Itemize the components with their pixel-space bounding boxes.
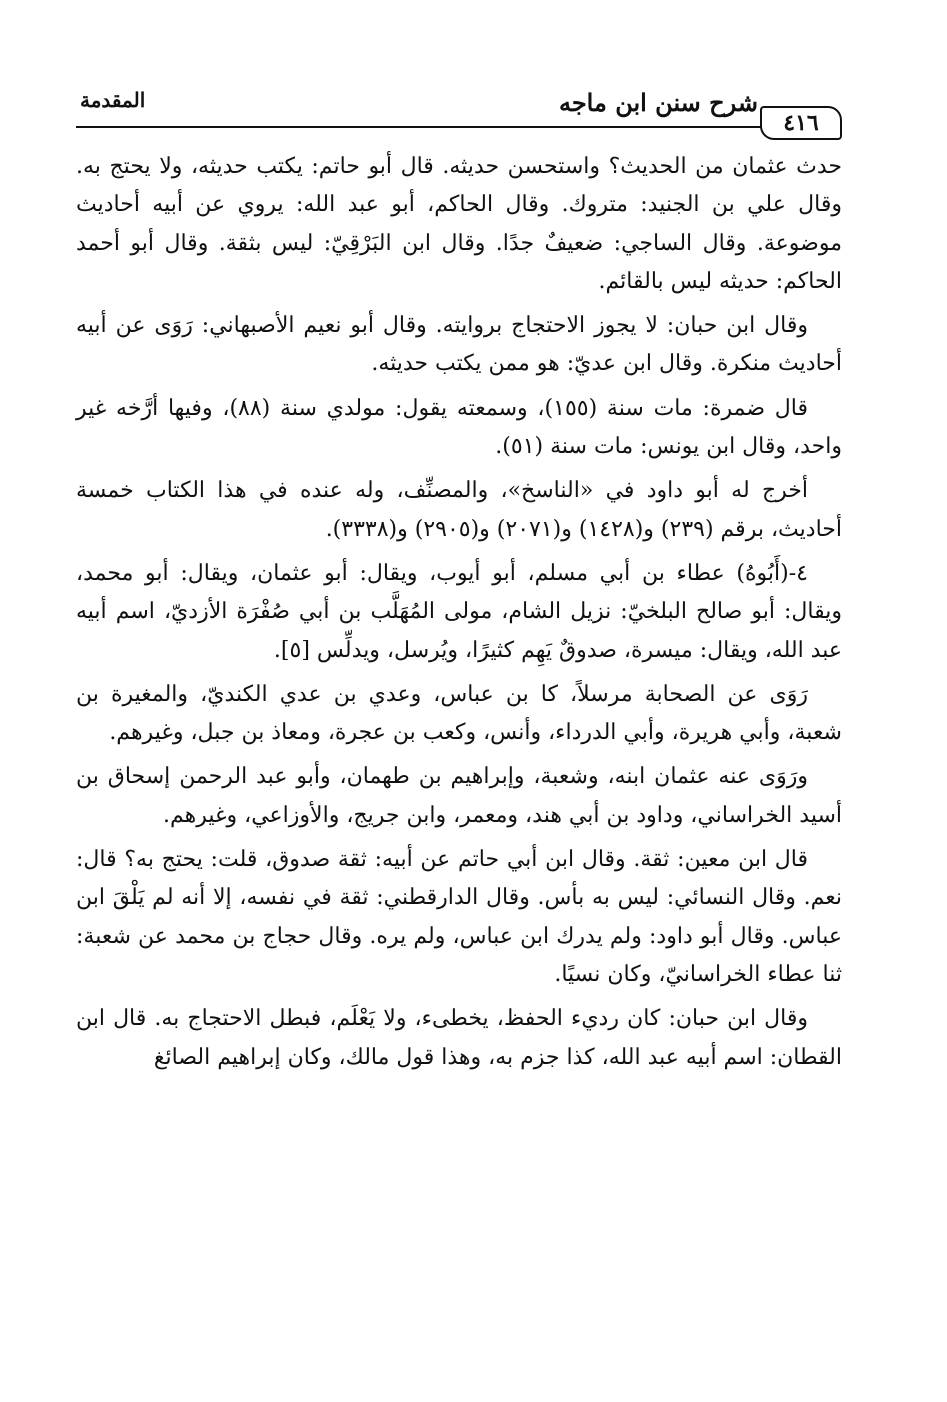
paragraph-4: أخرج له أبو داود في «الناسخ»، والمصنِّف، وله عنده في هذا الكتاب خمسة أحاديث، برقم (٢٣٩) و(١٤٢٨) و(٢٠٧١) و(٢٩٠٥) و(٣٣٣٨). [76, 478, 842, 542]
header-divider [76, 126, 842, 128]
paragraph-6: رَوَى عن الصحابة مرسلاً، كا بن عباس، وعدي بن عدي الكنديّ، والمغيرة بن شعبة، وأبي هريرة، وأبي الدرداء، وأنس، وكعب بن عجرة، ومعاذ بن جبل، وغيرهم. [76, 681, 842, 746]
section-title: المقدمة [80, 88, 146, 112]
paragraph-9: وقال ابن حبان: كان رديء الحفظ، يخطىء، ولا يَعْلَم، فبطل الاحتجاج به. قال ابن القطان: اسم أبيه عبد الله، كذا جزم به، وهذا قول مالك، وكان إبراهيم الصائغ [76, 1006, 842, 1070]
page-header [76, 84, 842, 144]
paragraph-1: حدث عثمان من الحديث؟ واستحسن حديثه. قال أبو حاتم: يكتب حديثه، ولا يحتج به. وقال علي بن الجنيد: متروك. وقال الحاكم، أبو عبد الله: يروي عن أبيه أحاديث موضوعة. وقال الساجي: ضعيفٌ جدًا. وقال ابن البَرْقِيّ: ليس بثقة. وقال أبو أحمد الحاكم: حديثه ليس بالقائم. [76, 154, 842, 294]
paragraph-5: ٤-(أَبُوهُ) عطاء بن أبي مسلم، أبو أيوب، ويقال: أبو عثمان، ويقال: أبو محمد، ويقال: أبو صالح البلخيّ: نزيل الشام، مولى المُهَلَّب بن أبي صُفْرَة الأزديّ، اسم أبيه عبد الله، ويقال: ميسرة، صدوقٌ يَهِم كثيرًا، ويُرسل، ويدلِّس [٥]. [76, 560, 842, 663]
body-text [76, 148, 842, 1083]
paragraph-2: وقال ابن حبان: لا يجوز الاحتجاج بروايته. وقال أبو نعيم الأصبهاني: رَوَى عن أبيه أحاديث منكرة. وقال ابن عديّ: هو ممن يكتب حديثه. [76, 313, 842, 377]
paragraph-7: ورَوَى عنه عثمان ابنه، وشعبة، وإبراهيم بن طهمان، وأبو عبد الرحمن إسحاق بن أسيد الخراساني، وداود بن أبي هند، ومعمر، وابن جريج، والأوزاعي، وغيرهم. [76, 764, 842, 828]
paragraph-8: قال ابن معين: ثقة. وقال ابن أبي حاتم عن أبيه: ثقة صدوق، قلت: يحتج به؟ قال: نعم. وقال النسائي: ليس به بأس. وقال الدارقطني: ثقة في نفسه، إلا أنه لم يَلْقَ ابن عباس. وقال أبو داود: ولم يدرك ابن عباس، ولم يره. وقال حجاج بن محمد عن شعبة: ثنا عطاء الخراسانيّ، وكان نسيًا. [76, 847, 842, 987]
page-number: ٤١٦ [783, 110, 819, 136]
page-number-badge [760, 106, 842, 140]
paragraph-3: قال ضمرة: مات سنة (١٥٥)، وسمعته يقول: مولدي سنة (٨٨)، وفيها أرَّخه غير واحد، وقال ابن يونس: مات سنة (٥١). [76, 395, 842, 460]
book-title: شرح سنن ابن ماجه [558, 88, 758, 117]
